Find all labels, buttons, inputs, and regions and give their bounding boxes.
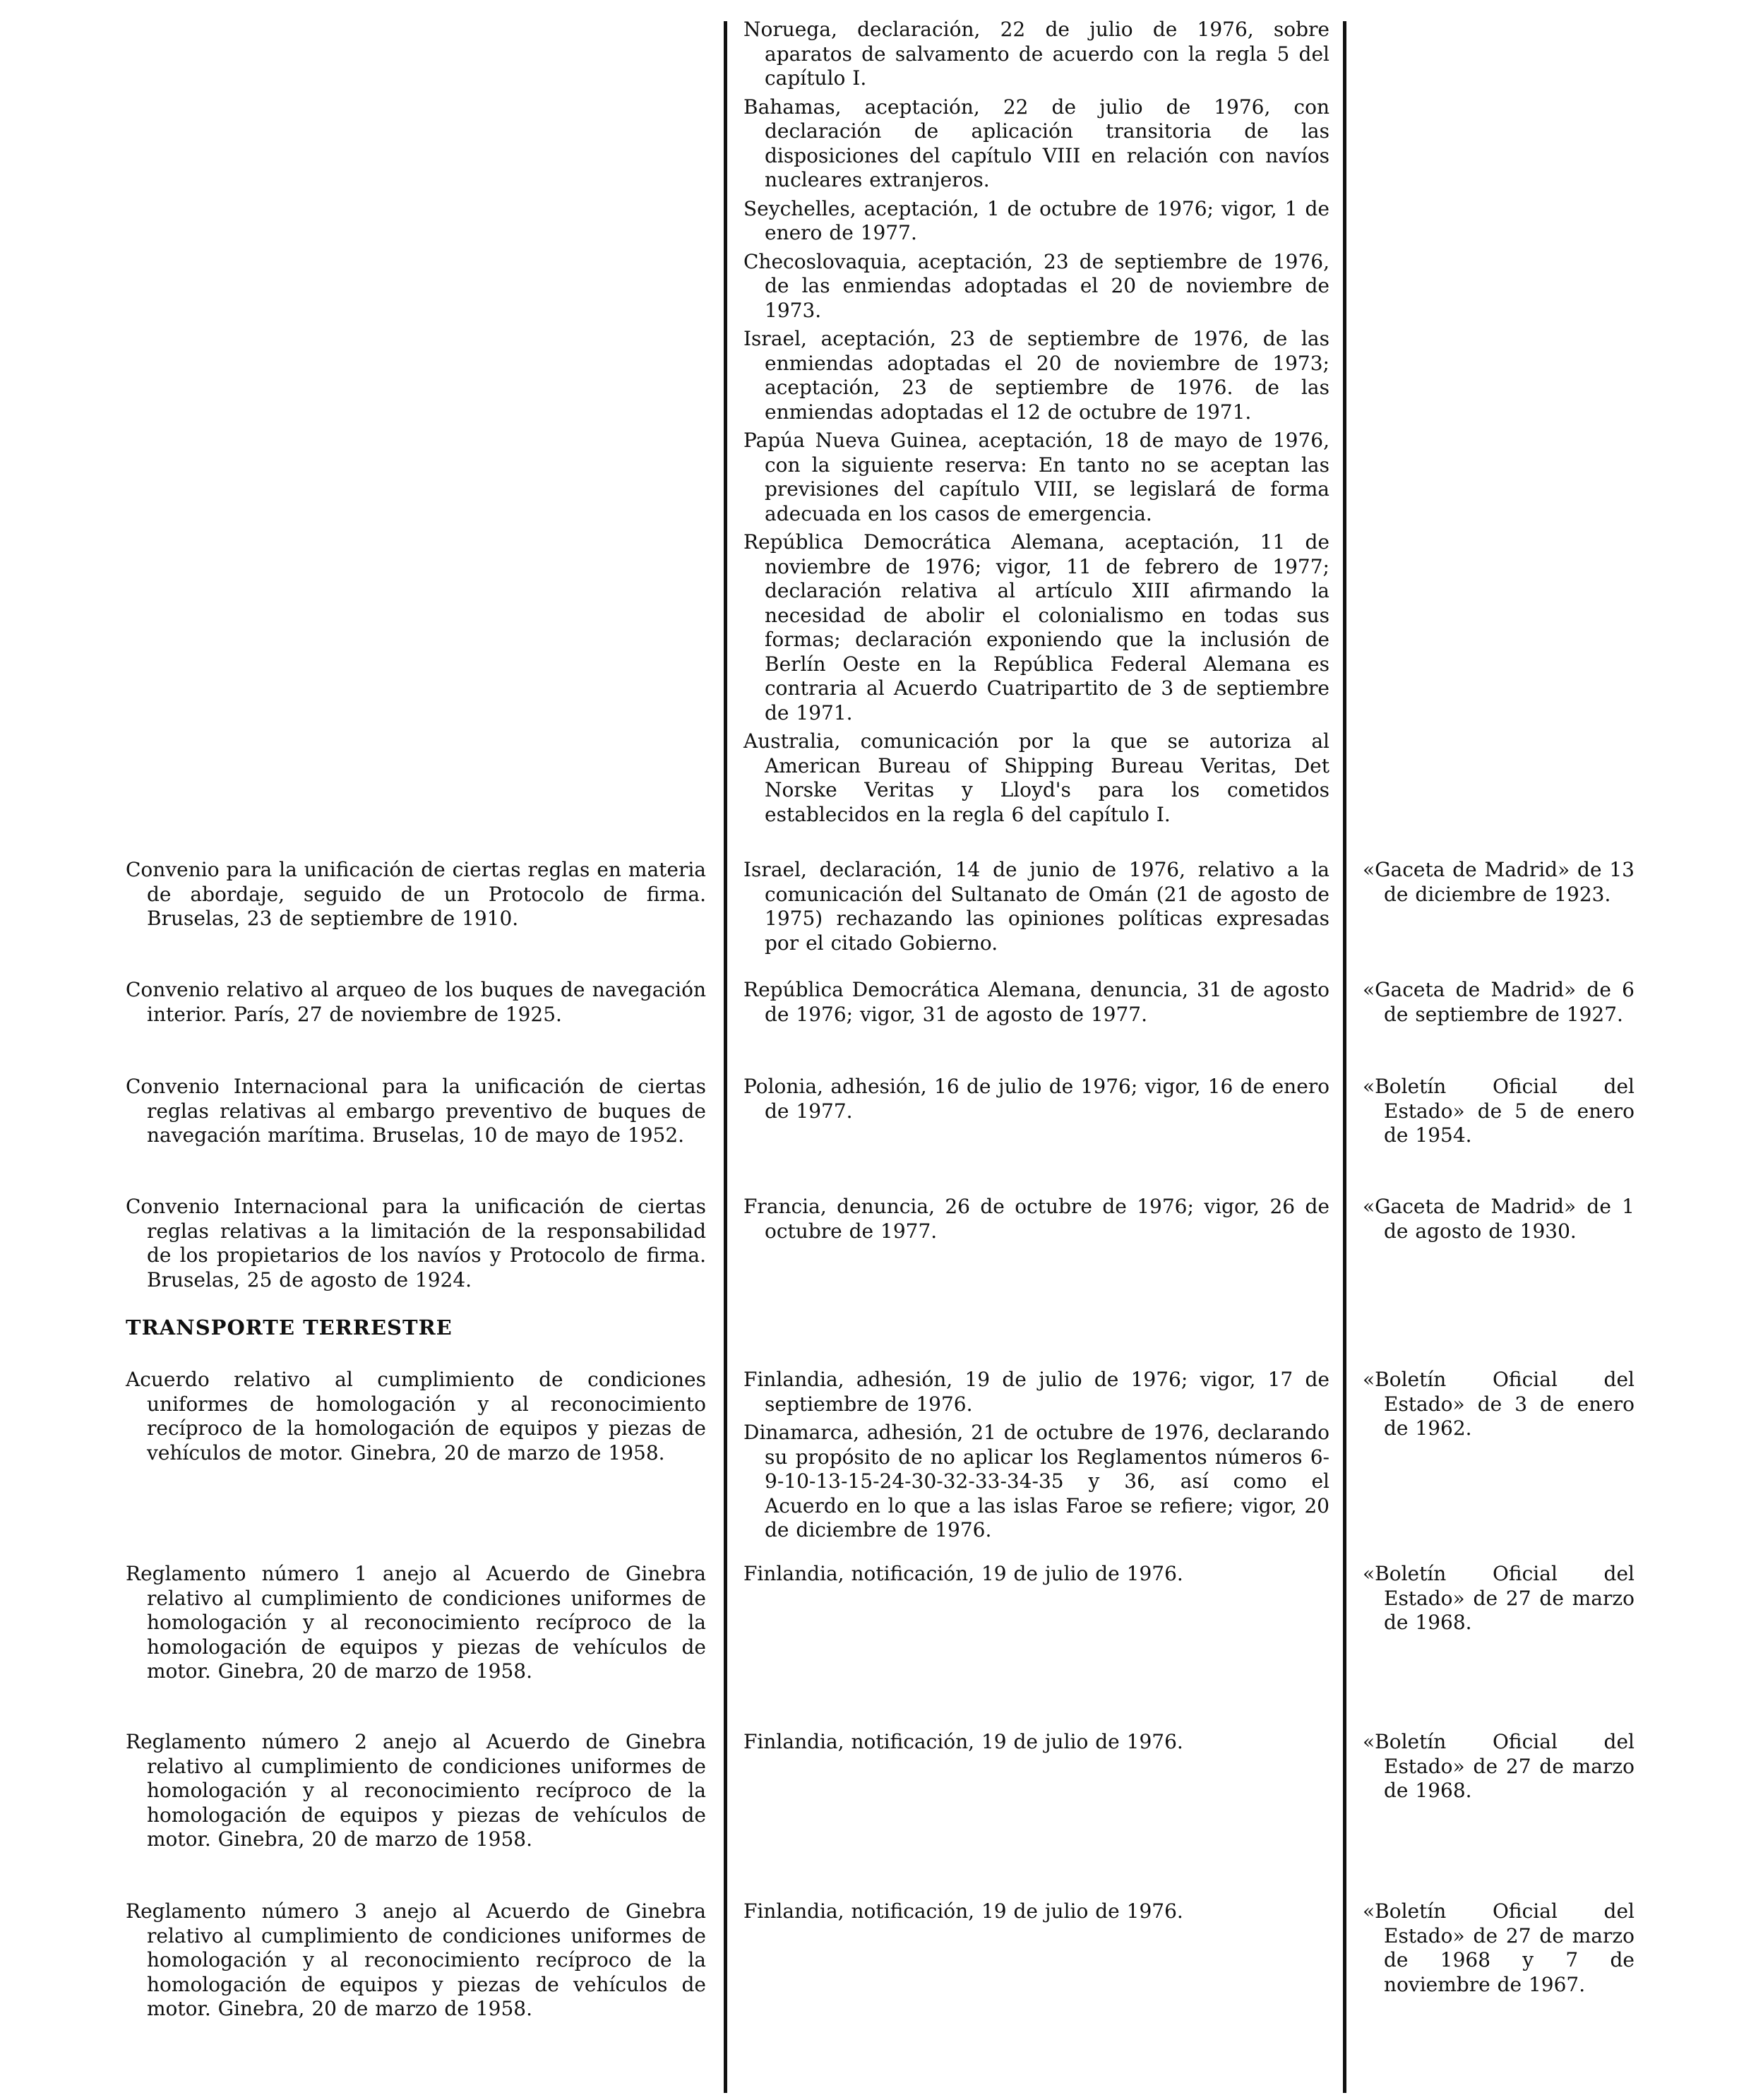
publicacion-text: «Boletín Oficial del Estado» de 27 de marzo de 1968 y 7 de noviembre de 1967. xyxy=(1363,1899,1634,1996)
acto-text: Finlandia, adhesión, 19 de julio de 1976; vigor, 17 de septiembre de 1976. xyxy=(743,1368,1329,1416)
acto-text: Finlandia, notificación, 19 de julio de 1976. xyxy=(743,1899,1183,1923)
publicacion-text: «Boletín Oficial del Estado» de 3 de enero de 1962. xyxy=(1363,1368,1634,1440)
row-5-publicacion xyxy=(1363,1562,1634,1640)
convenio-text: Convenio relativo al arqueo de los buques de navegación interior. París, 27 de noviembre de 1925. xyxy=(126,978,706,1026)
row-6-actos xyxy=(743,1730,1329,1759)
entry-papua: Papúa Nueva Guinea, aceptación, 18 de mayo de 1976, con la siguiente reserva: En tanto no se aceptan las previsiones del capítulo VIII, se legislará de forma adecuada en los casos de emergencia. xyxy=(743,429,1329,525)
entry-israel: Israel, aceptación, 23 de septiembre de 1976, de las enmiendas adoptadas el 20 de noviembre de 1973; aceptación, 23 de septiembre de 1976. de las enmiendas adoptadas el 12 de octubre de 1971. xyxy=(743,327,1329,424)
convenio-text: Convenio Internacional para la unificación de ciertas reglas relativas a la limitación de la responsabilidad de los propietarios de los navíos y Protocolo de firma. Bruselas, 25 de agosto de 1924. xyxy=(126,1195,706,1291)
convenio-text: Reglamento número 2 anejo al Acuerdo de Ginebra relativo al cumplimiento de condiciones uniformes de homologación y al reconocimiento recíproco de la homologación de equipos y piezas de vehículos de motor. Ginebra, 20 de marzo de 1958. xyxy=(126,1730,706,1851)
row-7-convenio xyxy=(126,1899,706,2026)
entry-noruega: Noruega, declaración, 22 de julio de 1976, sobre aparatos de salvamento de acuerdo con la regla 5 del capítulo I. xyxy=(743,18,1329,90)
convenio-text: Reglamento número 3 anejo al Acuerdo de Ginebra relativo al cumplimiento de condiciones uniformes de homologación y al reconocimiento recíproco de la homologación de equipos y piezas de vehículos de motor. Ginebra, 20 de marzo de 1958. xyxy=(126,1899,706,2020)
entry-seychelles: Seychelles, aceptación, 1 de octubre de 1976; vigor, 1 de enero de 1977. xyxy=(743,196,1329,244)
row-0-convenio xyxy=(126,858,706,936)
row-0-publicacion xyxy=(1363,858,1634,911)
row-3-publicacion xyxy=(1363,1195,1634,1248)
publicacion-text: «Boletín Oficial del Estado» de 27 de marzo de 1968. xyxy=(1363,1730,1634,1802)
row-5-actos xyxy=(743,1562,1329,1591)
acto-text: República Democrática Alemana, denuncia, 31 de agosto de 1976; vigor, 31 de agosto de 1977. xyxy=(743,978,1329,1026)
top-middle-entries xyxy=(743,18,1329,831)
acto-text: Finlandia, notificación, 19 de julio de 1976. xyxy=(743,1730,1183,1753)
row-4-convenio xyxy=(126,1368,706,1469)
acto-text: Israel, declaración, 14 de junio de 1976, relativo a la comunicación del Sultanato de Omán (21 de agosto de 1975) rechazando las opiniones políticas expresadas por el citado Gobierno. xyxy=(743,858,1329,955)
acto-text: Francia, denuncia, 26 de octubre de 1976; vigor, 26 de octubre de 1977. xyxy=(743,1195,1329,1243)
row-7-actos xyxy=(743,1899,1329,1928)
row-1-publicacion xyxy=(1363,978,1634,1031)
entry-bahamas: Bahamas, aceptación, 22 de julio de 1976, con declaración de aplicación transitoria de las disposiciones del capítulo VIII en relación con navíos nucleares extranjeros. xyxy=(743,95,1329,191)
row-1-actos xyxy=(743,978,1329,1031)
entry-checoslovaquia: Checoslovaquia, aceptación, 23 de septiembre de 1976, de las enmiendas adoptadas el 20 de noviembre de 1973. xyxy=(743,249,1329,322)
entry-australia: Australia, comunicación por la que se autoriza al American Bureau of Shipping Bureau Veritas, Det Norske Veritas y Lloyd's para los cometidos establecidos en la regla 6 del capítulo I. xyxy=(743,729,1329,826)
row-4-actos xyxy=(743,1368,1329,1547)
row-3-convenio xyxy=(126,1195,706,1296)
convenio-text: Convenio para la unificación de ciertas reglas en materia de abordaje, seguido de un Protocolo de firma. Bruselas, 23 de septiembre de 1910. xyxy=(126,858,706,930)
publicacion-text: «Boletín Oficial del Estado» de 5 de enero de 1954. xyxy=(1363,1075,1634,1147)
acto-text: Dinamarca, adhesión, 21 de octubre de 1976, declarando su propósito de no aplicar los Reglamentos números 6-9-10-13-15-24-30-32-33-34-35 y 36, así como el Acuerdo en lo que a las islas Faroe se refiere; vigor, 20 de diciembre de 1976. xyxy=(743,1421,1329,1541)
row-6-convenio xyxy=(126,1730,706,1856)
row-6-publicacion xyxy=(1363,1730,1634,1808)
column-divider-left xyxy=(724,21,727,2093)
row-4-publicacion xyxy=(1363,1368,1634,1445)
row-5-convenio xyxy=(126,1562,706,1688)
row-1-convenio xyxy=(126,978,706,1031)
row-2-convenio xyxy=(126,1075,706,1152)
acto-text: Polonia, adhesión, 16 de julio de 1976; vigor, 16 de enero de 1977. xyxy=(743,1075,1329,1123)
publicacion-text: «Gaceta de Madrid» de 13 de diciembre de 1923. xyxy=(1363,858,1634,906)
entry-rda: República Democrática Alemana, aceptación, 11 de noviembre de 1976; vigor, 11 de febrero de 1977; declaración relativa al artículo XIII afirmando la necesidad de abolir el colonialismo en todas sus formas; declaración exponiendo que la inclusión de Berlín Oeste en la República Federal Alemana es contraria al Acuerdo Cuatripartito de 3 de septiembre de 1971. xyxy=(743,530,1329,724)
section-heading: TRANSPORTE TERRESTRE xyxy=(126,1316,453,1340)
convenio-text: Acuerdo relativo al cumplimiento de condiciones uniformes de homologación y al reconocimiento recíproco de la homologación de equipos y piezas de vehículos de motor. Ginebra, 20 de marzo de 1958. xyxy=(126,1368,706,1464)
publicacion-text: «Gaceta de Madrid» de 1 de agosto de 1930. xyxy=(1363,1195,1634,1243)
row-2-actos xyxy=(743,1075,1329,1128)
convenio-text: Convenio Internacional para la unificación de ciertas reglas relativas al embargo preventivo de buques de navegación marítima. Bruselas, 10 de mayo de 1952. xyxy=(126,1075,706,1147)
convenio-text: Reglamento número 1 anejo al Acuerdo de Ginebra relativo al cumplimiento de condiciones uniformes de homologación y al reconocimiento recíproco de la homologación de equipos y piezas de vehículos de motor. Ginebra, 20 de marzo de 1958. xyxy=(126,1562,706,1683)
row-3-actos xyxy=(743,1195,1329,1248)
row-2-publicacion xyxy=(1363,1075,1634,1152)
publicacion-text: «Boletín Oficial del Estado» de 27 de marzo de 1968. xyxy=(1363,1562,1634,1634)
column-divider-right xyxy=(1343,21,1346,2093)
row-7-publicacion xyxy=(1363,1899,1634,2001)
row-0-actos xyxy=(743,858,1329,960)
acto-text: Finlandia, notificación, 19 de julio de 1976. xyxy=(743,1562,1183,1585)
publicacion-text: «Gaceta de Madrid» de 6 de septiembre de 1927. xyxy=(1363,978,1634,1026)
